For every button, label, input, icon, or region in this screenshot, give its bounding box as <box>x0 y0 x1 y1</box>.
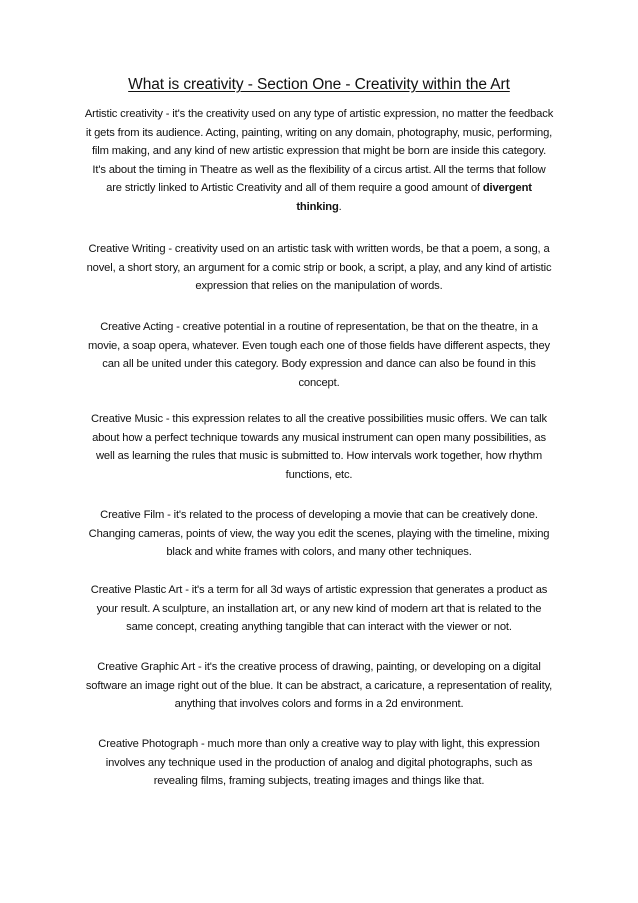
paragraph-creative-photograph: Creative Photograph - much more than only a creative way to play with light, this expression involves any technique used in the production of analog and digital photographs, such as revealing films, framing subjects, treating images and things like that. <box>98 738 540 788</box>
paragraph-creative-writing: Creative Writing - creativity used on an artistic task with written words, be that a poem, a song, a novel, a short story, an argument for a comic strip or book, a script, a play, and any kind of artistic expression that relies on the manipulation of words. <box>86 243 552 293</box>
intro-paragraph <box>84 105 554 217</box>
paragraph-creative-plastic-art: Creative Plastic Art - it's a term for all 3d ways of artistic expression that generates a product as your result. A sculpture, an installation art, or any new kind of modern art that is related to the same concept, creating anything tangible that can interact with the viewer or not. <box>90 584 548 634</box>
paragraph-creative-acting: Creative Acting - creative potential in a routine of representation, be that on the theatre, in a movie, a soap opera, whatever. Even tough each one of those fields have different aspects, they can all be united under this category. Body expression and dance can also be found in this concept. <box>88 321 550 389</box>
paragraph-creative-music: Creative Music - this expression relates to all the creative possibilities music offers. We can talk about how a perfect technique towards any musical instrument can open many possibilities, as well as learning the rules that music is submitted to. How intervals work together, how rhythm functions, etc. <box>91 413 547 481</box>
intro-text: Artistic creativity - it's the creativity used on any type of artistic expression, no matter the feedback it gets from its audience. Acting, painting, writing on any domain, photography, music, performing, film making, and any kind of new artistic expression that might be born are inside this category. It's about the timing in Theatre as well as the flexibility of a circus artist. All the terms that follow are strictly linked to Artistic Creativity and all of them require a good amount of <box>84 108 554 195</box>
paragraph-creative-film: Creative Film - it's related to the process of developing a movie that can be creatively done. Changing cameras, points of view, the way you edit the scenes, playing with the timeline, mixing black and white frames with colors, and many other techniques. <box>88 509 550 559</box>
intro-end: . <box>338 200 342 213</box>
intro-bold-term: divergent thinking <box>296 182 532 213</box>
page-title: What is creativity - Section One - Creativity within the Art <box>128 76 510 93</box>
paragraph-creative-graphic-art: Creative Graphic Art - it's the creative process of drawing, painting, or developing on a digital software an image right out of the blue. It can be abstract, a caricature, a representation of reality, anything that involves colors and forms in a 2d environment. <box>85 661 553 711</box>
